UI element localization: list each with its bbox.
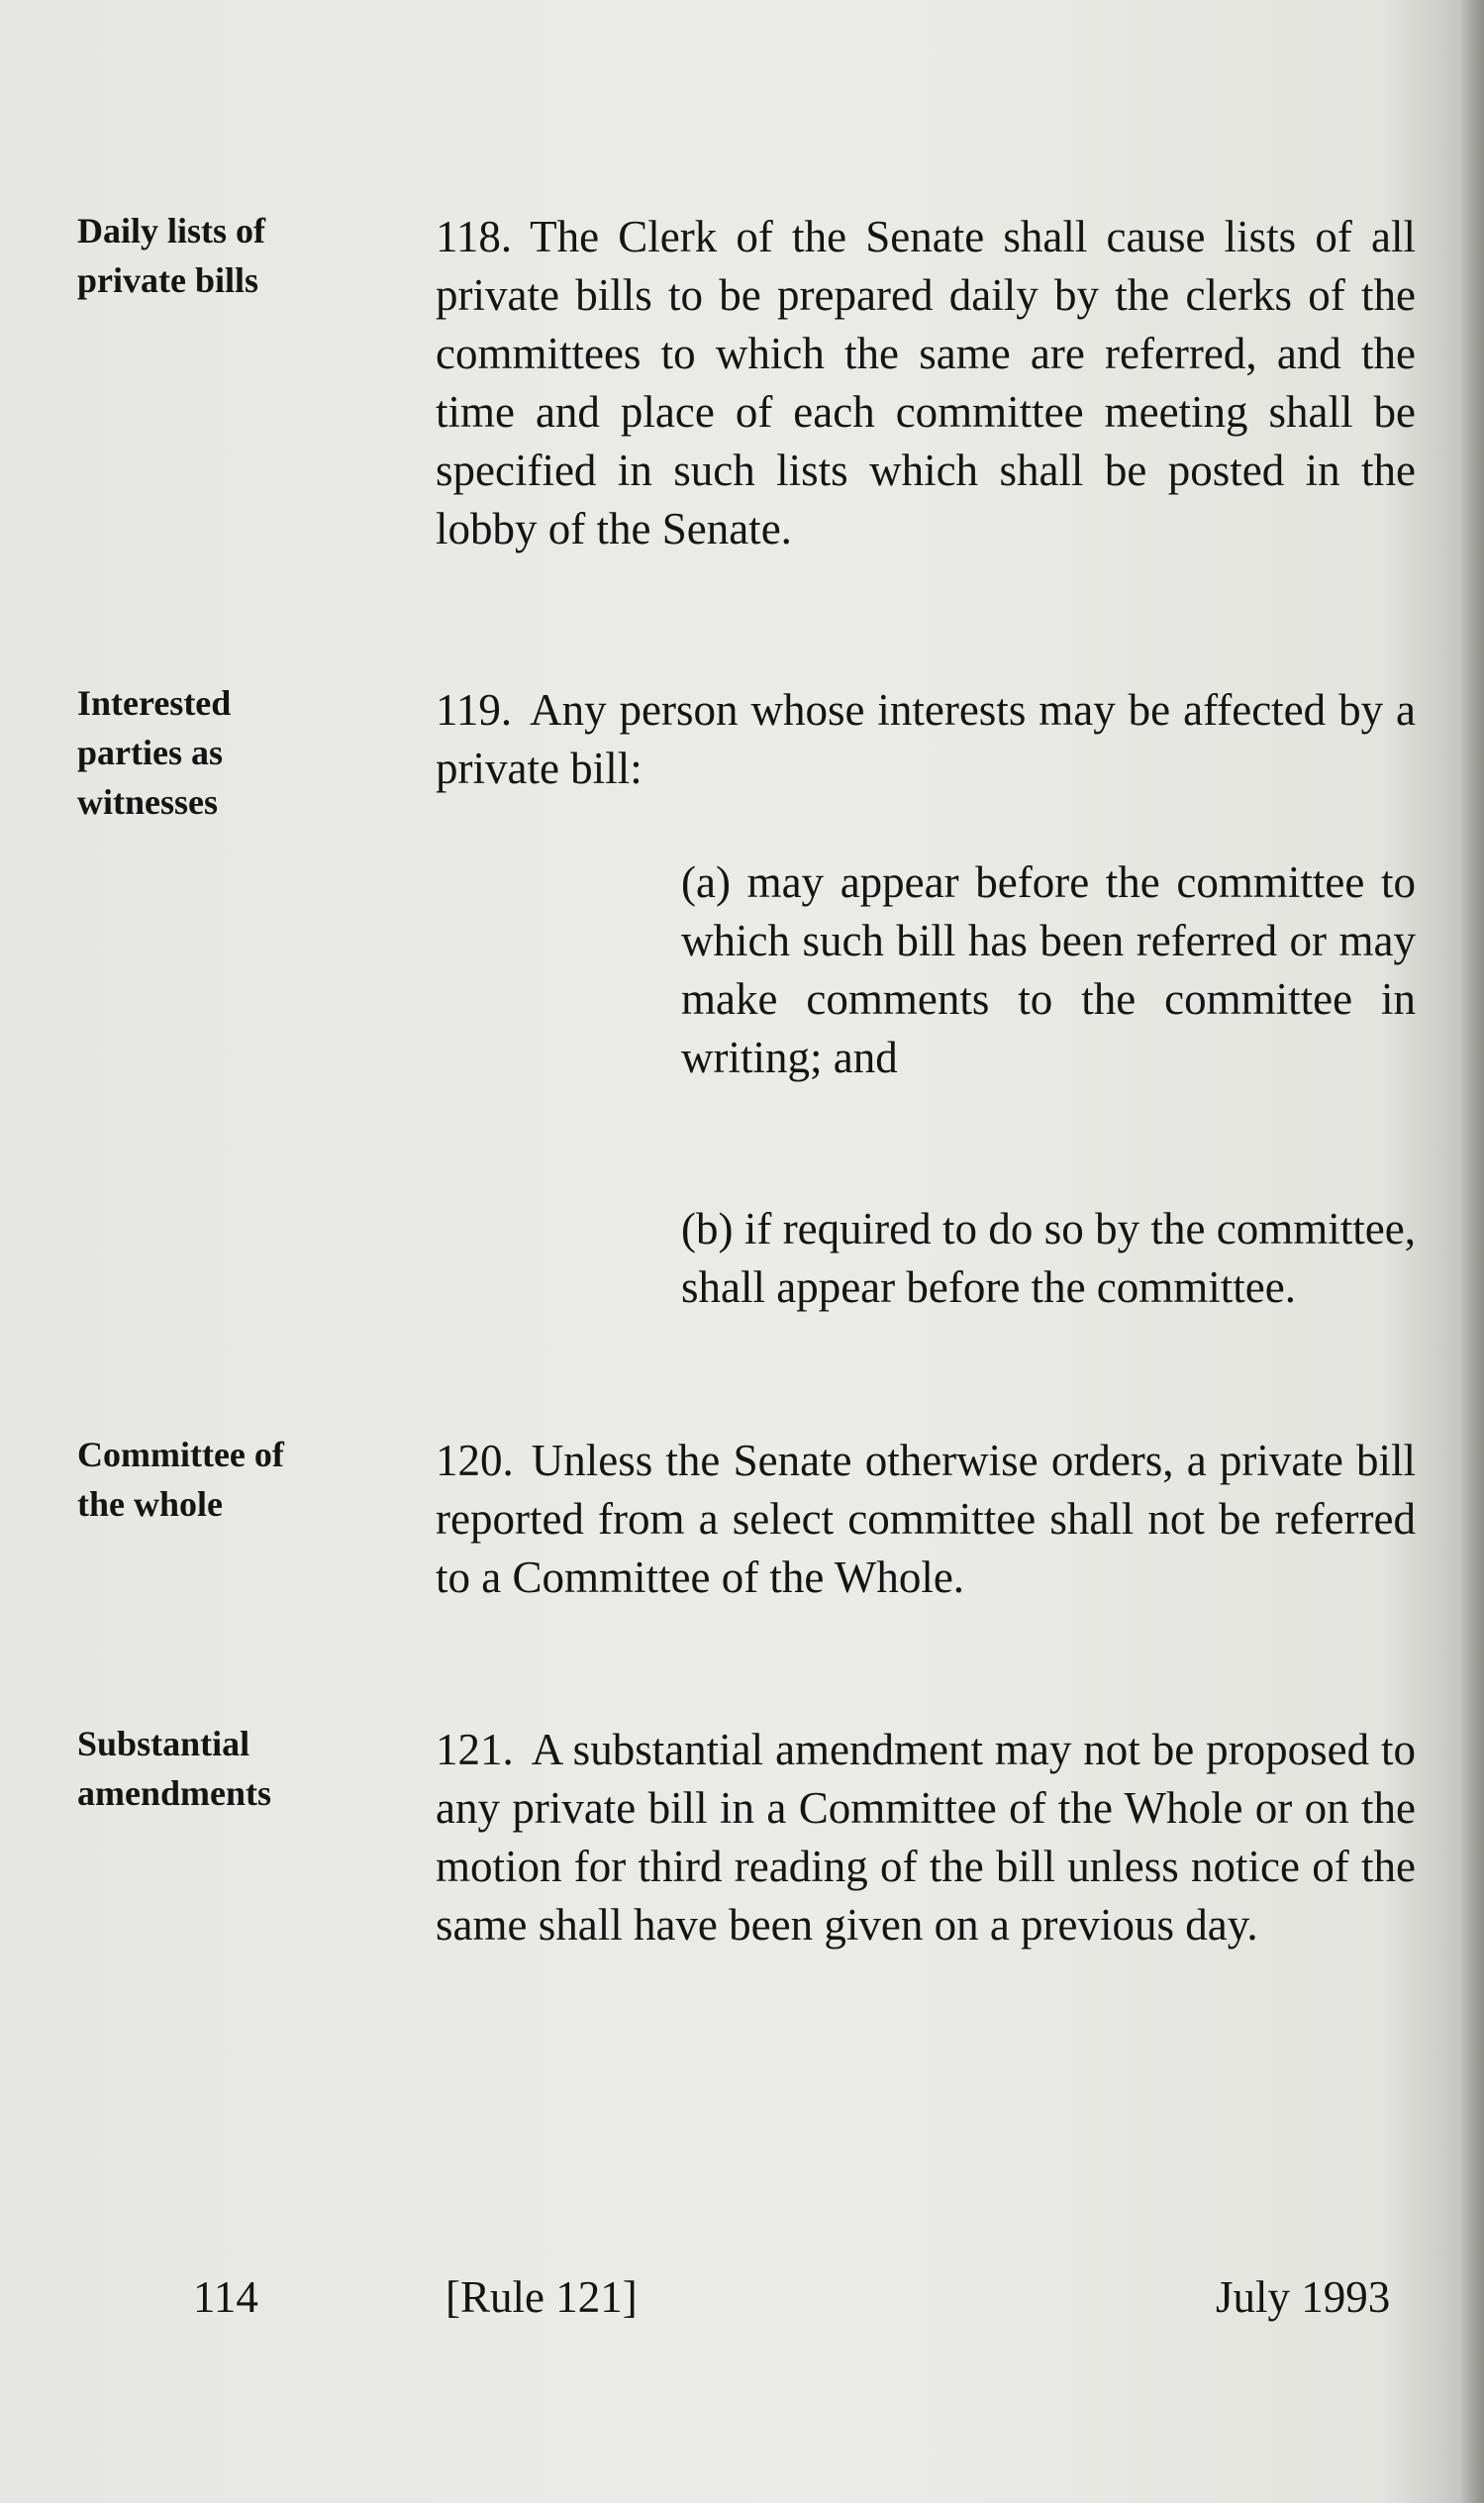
margin-note-committee-whole: Committee of the whole <box>77 1435 284 1524</box>
section-119 <box>436 681 1416 798</box>
section-text: Any person whose interests may be affected by a private bill: <box>436 685 1416 793</box>
section-118 <box>436 208 1416 558</box>
margin-note-substantial-amendments: Substantial amendments <box>77 1724 271 1813</box>
section-number: 121. <box>436 1725 514 1774</box>
rule-reference: [Rule 121] <box>445 2272 638 2322</box>
page-number: 114 <box>193 2272 258 2322</box>
section-number: 118. <box>436 212 513 261</box>
footer-date: July 1993 <box>1216 2272 1391 2322</box>
section-119-b: (b) if required to do so by the committee, shall appear before the committee. <box>681 1204 1416 1312</box>
page-edge <box>1462 0 1484 2503</box>
section-119-a: (a) may appear before the committee to which such bill has been referred or may make comments to the committee in writing; and <box>681 857 1416 1082</box>
section-121 <box>436 1721 1416 1954</box>
section-text: The Clerk of the Senate shall cause lists of all private bills to be prepared daily by the clerks of the committees to which the same are referred, and the time and place of each committee meeting shall be specified in such lists which shall be posted in the lobby of the Senate. <box>436 212 1416 553</box>
section-120 <box>436 1432 1416 1607</box>
margin-note-interested-parties: Interested parties as witnesses <box>77 683 232 822</box>
section-number: 119. <box>436 685 513 735</box>
margin-note-daily-lists: Daily lists of private bills <box>77 211 266 300</box>
section-text: Unless the Senate otherwise orders, a private bill reported from a select committee shall not be referred to a Committee of the Whole. <box>436 1436 1416 1602</box>
section-number: 120. <box>436 1436 514 1485</box>
section-text: A substantial amendment may not be proposed to any private bill in a Committee of the Whole or on the motion for third reading of the bill unless notice of the same shall have been given on a previous day. <box>436 1725 1416 1950</box>
